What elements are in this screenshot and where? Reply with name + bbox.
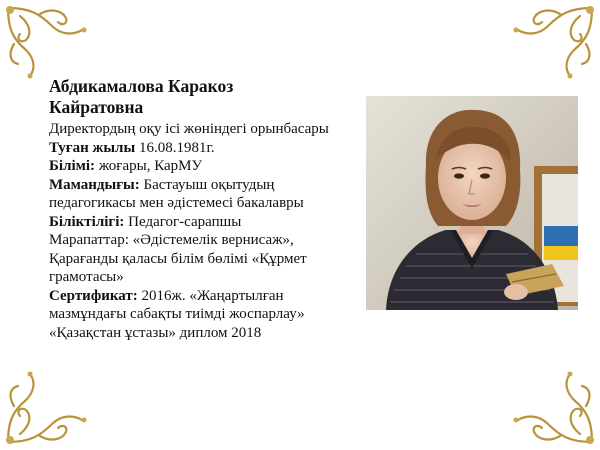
qualification-line (49, 213, 367, 232)
certificate-line (49, 287, 367, 306)
specialty-line (49, 176, 367, 195)
education-line (49, 157, 367, 176)
qualification-label: Біліктілігі: (49, 213, 125, 230)
corner-ornament-top-left (0, 0, 110, 80)
portrait-illustration (366, 96, 578, 310)
awards-line-2: Қарағанды қаласы білім бөлімі «Құрмет (49, 250, 307, 267)
qualification-value: Педагог-сарапшы (128, 213, 242, 230)
awards-line-3: грамотасы» (49, 269, 124, 285)
certificate-value-1: 2016ж. «Жаңартылған (141, 287, 284, 304)
corner-ornament-bottom-left (0, 370, 110, 450)
education-label: Білімі: (49, 158, 96, 174)
specialty-label: Мамандығы: (49, 176, 140, 193)
certificate-value-2: мазмұндағы сабақты тиімді жоспарлау» (49, 306, 305, 322)
birth-label: Туған жылы (49, 139, 136, 156)
certificate-value-3: «Қазақстан ұстазы» диплом 2018 (49, 324, 262, 341)
birth-line (49, 139, 367, 158)
certificate-label: Сертификат: (49, 287, 138, 304)
biography-text (49, 76, 367, 342)
birth-value: 16.08.1981г. (138, 139, 215, 156)
education-value: жоғары, КарМУ (98, 158, 203, 174)
awards-line-1: Марапаттар: «Әдістемелік вернисаж», (49, 232, 294, 248)
specialty-value-2: педагогикасы мен әдістемесі бакалавры (49, 195, 304, 211)
position-line: Директордың оқу ісі жөніндегі орынбасары (49, 121, 329, 137)
name-line-2: Кайратовна (49, 97, 144, 117)
corner-ornament-bottom-right (490, 370, 600, 450)
portrait-photo (366, 96, 578, 310)
corner-ornament-top-right (490, 0, 600, 80)
person-name (49, 76, 367, 118)
name-line-1: Абдикамалова Каракоз (49, 76, 234, 96)
specialty-value-1: Бастауыш оқытудың (143, 176, 275, 193)
